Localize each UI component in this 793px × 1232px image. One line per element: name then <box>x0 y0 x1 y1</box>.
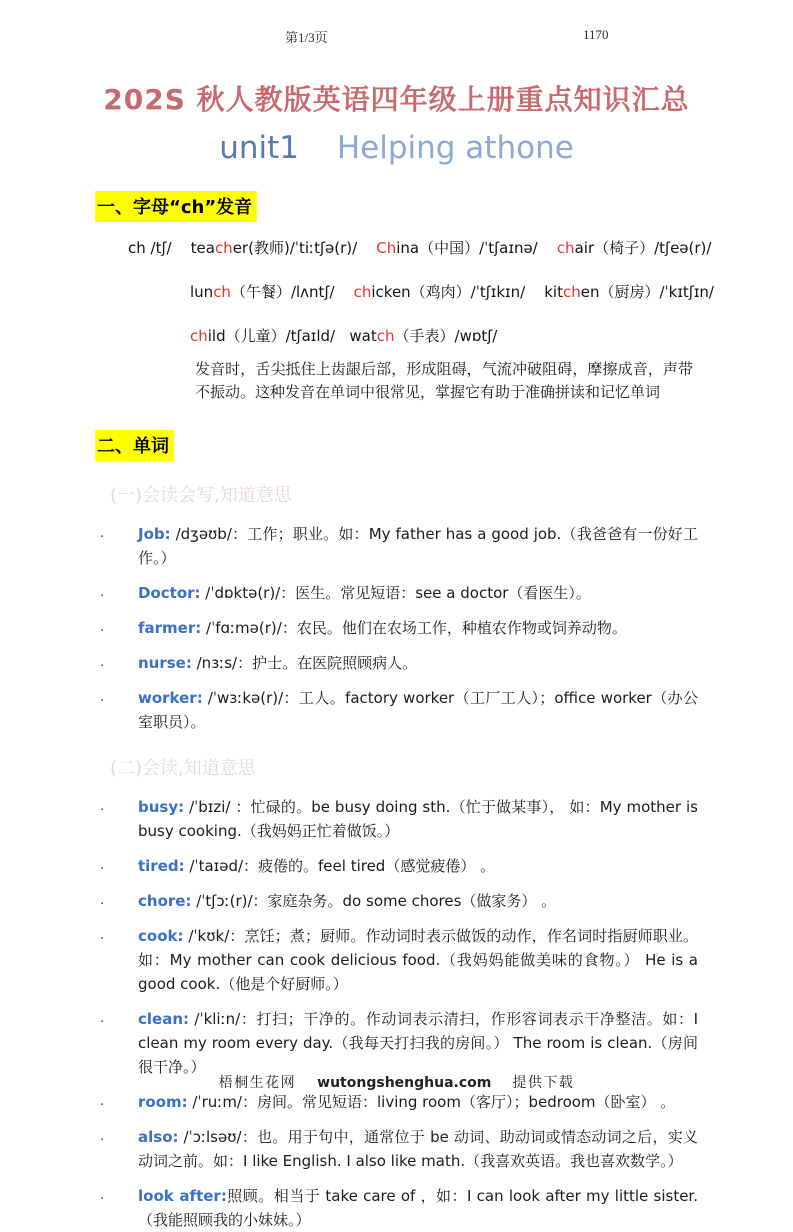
document-number: 1170 <box>583 27 609 42</box>
word-list-item <box>100 1007 698 1079</box>
section-heading-words: 二、单词 <box>95 430 174 461</box>
word-list-item <box>100 522 698 570</box>
word-list-item <box>100 795 698 843</box>
list-bullet: . <box>100 799 105 814</box>
ch-red-letters: ch <box>562 283 581 301</box>
word-text <box>138 1007 698 1079</box>
subsection-heading-read-write: (一)会读会写,知道意思 <box>110 485 292 506</box>
word-term: look after: <box>138 1187 227 1205</box>
subsection-heading-read-only: (二)会读,知道意思 <box>110 758 256 779</box>
ch-red-letters: ch <box>190 327 208 345</box>
word-definition: /ˈkliːn/：打扫；干净的。作动词表示清扫，作形容词表示干净整洁。如：I clean my room every day.（我每天打扫我的房间。） The room is clean.（房间很干净。） <box>138 1010 698 1076</box>
word-list-read-only <box>0 795 793 1232</box>
phonetic-text: er(教师)/ˈtiːtʃə(r)/ <box>232 239 377 257</box>
ch-red-letters: Ch <box>376 239 397 257</box>
list-bullet: . <box>100 1188 105 1203</box>
word-definition: /ˈtaɪəd/：疲倦的。feel tired（感觉疲倦） 。 <box>184 857 496 875</box>
word-term: Job: <box>138 525 171 543</box>
unit-subtitle <box>0 130 793 166</box>
word-list-item <box>100 686 698 734</box>
unit-label: unit1 <box>219 130 299 166</box>
list-bullet: . <box>100 585 105 600</box>
page-footer <box>0 1072 793 1092</box>
word-list-item <box>100 1090 698 1114</box>
ch-red-letters: ch <box>353 283 372 301</box>
ch-red-letters: ch <box>556 239 575 257</box>
main-title: 202S 秋人教版英语四年级上册重点知识汇总 <box>103 83 690 116</box>
ch-red-letters: ch <box>213 283 231 301</box>
list-bullet: . <box>100 655 105 670</box>
word-term: room: <box>138 1093 188 1111</box>
word-text <box>138 1184 698 1232</box>
word-definition: /ˈdɒktə(r)/：医生。常见短语：see a doctor（看医生）。 <box>200 584 591 602</box>
word-definition: /ˈruːm/：房间。常见短语：living room（客厅）；bedroom（卧室） 。 <box>187 1093 676 1111</box>
word-term: also: <box>138 1128 179 1146</box>
phonetic-line-2 <box>190 281 753 302</box>
word-text <box>138 581 698 605</box>
pronunciation-note: 发音时，舌尖抵住上齿龈后部，形成阻碍，气流冲破阻碍，摩擦成音，声带不振动。这种发音在单词中很常见，掌握它有助于准确拼读和记忆单词 <box>195 362 693 401</box>
section-heading-pronunciation: 一、字母“ch”发音 <box>95 191 257 222</box>
list-bullet: . <box>100 1094 105 1109</box>
list-bullet: . <box>100 893 105 908</box>
word-term: tired: <box>138 857 185 875</box>
word-text <box>138 1125 698 1173</box>
word-text <box>138 616 698 640</box>
word-definition: /nɜːs/：护士。在医院照顾病人。 <box>191 654 418 672</box>
word-term: nurse: <box>138 654 192 672</box>
word-term: farmer: <box>138 619 202 637</box>
word-text <box>138 924 698 996</box>
word-term: cook: <box>138 927 184 945</box>
word-definition: /ˈtʃɔː(r)/：家庭杂务。do some chores（做家务） 。 <box>191 892 557 910</box>
word-list-item <box>100 616 698 640</box>
ch-red-letters: ch <box>376 327 395 345</box>
word-list-item <box>100 1184 698 1232</box>
word-text <box>138 889 698 913</box>
list-bullet: . <box>100 858 105 873</box>
phonetic-text: air（椅子）/tʃeə(r)/ <box>574 239 712 257</box>
site-name: 梧桐生花网 <box>218 1076 297 1091</box>
list-bullet: . <box>100 690 105 705</box>
word-definition: /ˈfɑːmə(r)/：农民。他们在农场工作，种植农作物或饲养动物。 <box>201 619 627 637</box>
word-definition: /ˈkʊk/：烹饪；煮；厨师。作动词时表示做饭的动作，作名词时指厨师职业。如：My mother can cook delicious food.（我妈妈能做美味的食物。） He is a good cook.（他是个好厨师。） <box>138 927 698 993</box>
word-definition: /ˈwɜːkə(r)/：工人。factory worker（工厂工人）；office worker（办公室职员）。 <box>138 689 698 731</box>
word-term: chore: <box>138 892 192 910</box>
word-definition: /ˈbɪzi/ ：忙碌的。be busy doing sth.（忙于做某事）， 如：My mother is busy cooking.（我妈妈正忙着做饭。） <box>138 798 698 840</box>
word-list-item <box>100 854 698 878</box>
phonetic-line-1 <box>128 237 753 258</box>
list-bullet: . <box>100 928 105 943</box>
word-definition: /dʒəʊb/：工作；职业。如：My father has a good job.（我爸爸有一份好工作。） <box>138 525 698 567</box>
word-text <box>138 854 698 878</box>
list-bullet: . <box>100 526 105 541</box>
phonetic-text: （午餐）/lʌntʃ/ <box>230 283 354 301</box>
word-term: Doctor: <box>138 584 201 602</box>
phonetic-line-3 <box>190 325 753 346</box>
word-term: worker: <box>138 689 203 707</box>
phonetic-text: lun <box>190 283 214 301</box>
word-text <box>138 795 698 843</box>
site-url: wutongshenghua.com <box>317 1075 492 1091</box>
download-label: 提供下载 <box>512 1076 575 1091</box>
word-term: clean: <box>138 1010 190 1028</box>
list-bullet: . <box>100 1011 105 1026</box>
word-text <box>138 522 698 570</box>
phonetic-text: ild（儿童）/tʃaɪld/ wat <box>207 327 377 345</box>
word-definition: /ˈɔːlsəʊ/：也。用于句中，通常位于 be 动词、助动词或情态动词之后，实义动词之前。如：I like English. I also like math.（我喜欢英语。我也喜欢数学。） <box>138 1128 698 1170</box>
list-bullet: . <box>100 620 105 635</box>
phonetic-text: en（厨房）/ˈkɪtʃɪn/ <box>580 283 714 301</box>
word-list-item <box>100 1125 698 1173</box>
word-list-item <box>100 581 698 605</box>
ch-red-letters: ch <box>214 239 233 257</box>
phonetic-text: ina（中国）/ˈtʃaɪnə/ <box>396 239 557 257</box>
list-bullet: . <box>100 1129 105 1144</box>
word-text <box>138 686 698 734</box>
page-header <box>0 0 793 46</box>
word-text <box>138 651 698 675</box>
phonetic-text: （手表）/wɒtʃ/ <box>394 327 498 345</box>
word-list-item <box>100 889 698 913</box>
phonetic-text: icken（鸡肉）/ˈtʃɪkɪn/ kit <box>371 283 563 301</box>
word-text <box>138 1090 698 1114</box>
word-list-item <box>100 651 698 675</box>
word-term: busy: <box>138 798 185 816</box>
word-definition: 照顾。相当于 take care of ，如：I can look after my little sister.（我能照顾我的小妹妹。） <box>138 1187 698 1229</box>
unit-topic: Helping athone <box>336 130 574 166</box>
phonetic-text: ch /tʃ/ tea <box>128 239 215 257</box>
word-list-item <box>100 924 698 996</box>
word-list-read-write <box>0 522 793 734</box>
page-indicator: 第1/3页 <box>285 30 328 45</box>
